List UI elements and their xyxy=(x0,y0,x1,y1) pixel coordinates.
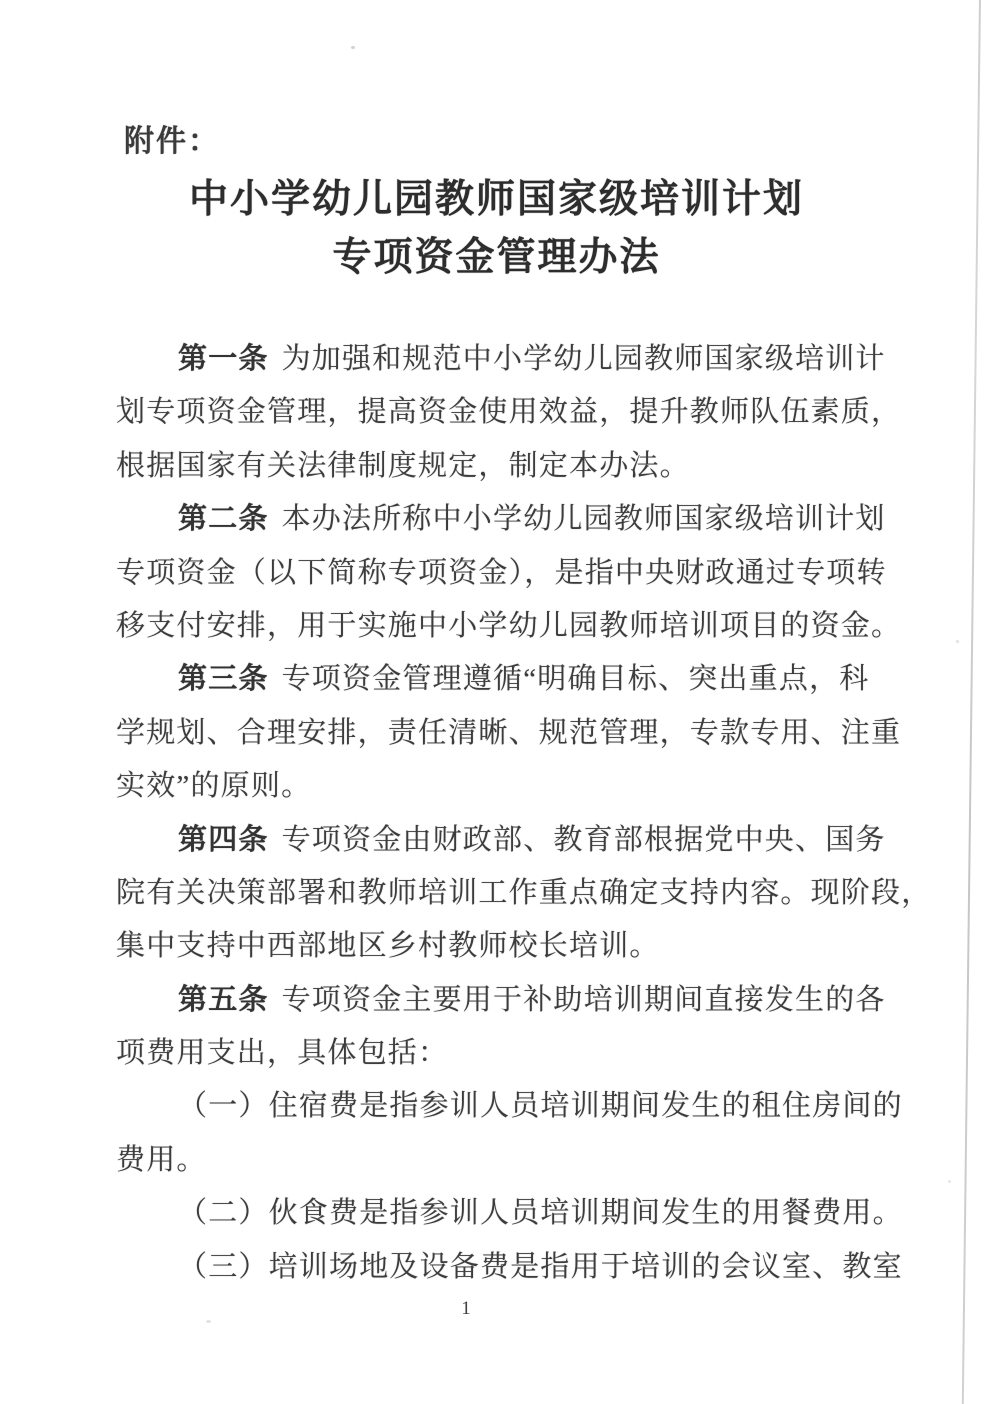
document-line xyxy=(116,707,902,760)
line-text: 专项资金管理遵循“明确目标、突出重点，科 xyxy=(281,663,870,696)
line-text: 专项资金主要用于补助培训期间直接发生的各 xyxy=(281,983,886,1016)
article-number: 第二条 xyxy=(178,503,269,536)
article-number: 第五条 xyxy=(178,983,269,1016)
line-text: 专项资金由财政部、教育部根据党中央、国务 xyxy=(281,823,886,856)
document-line xyxy=(116,920,884,973)
line-text: 学规划、合理安排，责任清晰、规范管理，专款专用、注重 xyxy=(116,716,902,749)
line-text: 移支付安排，用于实施中小学幼儿园教师培训项目的资金。 xyxy=(116,609,902,642)
attachment-label: 附件： xyxy=(124,125,220,158)
document-line xyxy=(116,386,902,439)
document-line xyxy=(116,760,884,813)
article-number: 第一条 xyxy=(178,343,269,375)
scan-speck xyxy=(948,1180,951,1183)
line-text: 划专项资金管理，提高资金使用效益，提升教师队伍素质， xyxy=(116,396,902,429)
document-line xyxy=(116,814,884,867)
document-line xyxy=(116,1241,903,1294)
line-text: （二）伙食费是指参训人员培训期间发生的用餐费用。 xyxy=(178,1197,903,1230)
document-line xyxy=(116,547,887,600)
document-line xyxy=(116,1134,884,1187)
article-number: 第三条 xyxy=(178,663,269,696)
document-line xyxy=(116,493,884,546)
line-text: 项费用支出，具体包括： xyxy=(116,1037,449,1070)
scan-speck xyxy=(351,46,355,49)
document-line xyxy=(116,867,932,920)
line-text: 本办法所称中小学幼儿园教师国家级培训计划 xyxy=(281,503,886,536)
document-line xyxy=(116,1080,903,1133)
document-line xyxy=(116,600,902,653)
line-text: 根据国家有关法律制度规定，制定本办法。 xyxy=(116,449,690,482)
line-text: （一）住宿费是指参训人员培训期间发生的租住房间的 xyxy=(178,1090,903,1123)
line-text: 专项资金（以下简称专项资金），是指中央财政通过专项转 xyxy=(116,556,887,589)
scan-speck xyxy=(956,640,959,643)
document-line xyxy=(116,1027,884,1080)
scan-speck xyxy=(206,1320,211,1323)
line-text: 院有关决策部署和教师培训工作重点确定支持内容。现阶段， xyxy=(116,876,932,909)
document-line xyxy=(116,333,884,386)
document-line xyxy=(116,440,884,493)
article-number: 第四条 xyxy=(178,823,269,856)
line-text: 集中支持中西部地区乡村教师校长培训。 xyxy=(116,930,660,963)
page-number: 1 xyxy=(461,1298,471,1319)
line-text: （三）培训场地及设备费是指用于培训的会议室、教室 xyxy=(178,1250,903,1283)
document-line xyxy=(116,653,884,706)
document-body xyxy=(116,333,932,1294)
document-line xyxy=(116,974,884,1027)
document-title-line2: 专项资金管理办法 xyxy=(332,236,661,279)
line-text: 费用。 xyxy=(116,1143,207,1176)
line-text: 为加强和规范中小学幼儿园教师国家级培训计 xyxy=(281,343,886,375)
line-text: 实效”的原则。 xyxy=(116,770,312,803)
document-title-line1: 中小学幼儿园教师国家级培训计划 xyxy=(188,178,804,221)
document-line xyxy=(116,1187,903,1240)
